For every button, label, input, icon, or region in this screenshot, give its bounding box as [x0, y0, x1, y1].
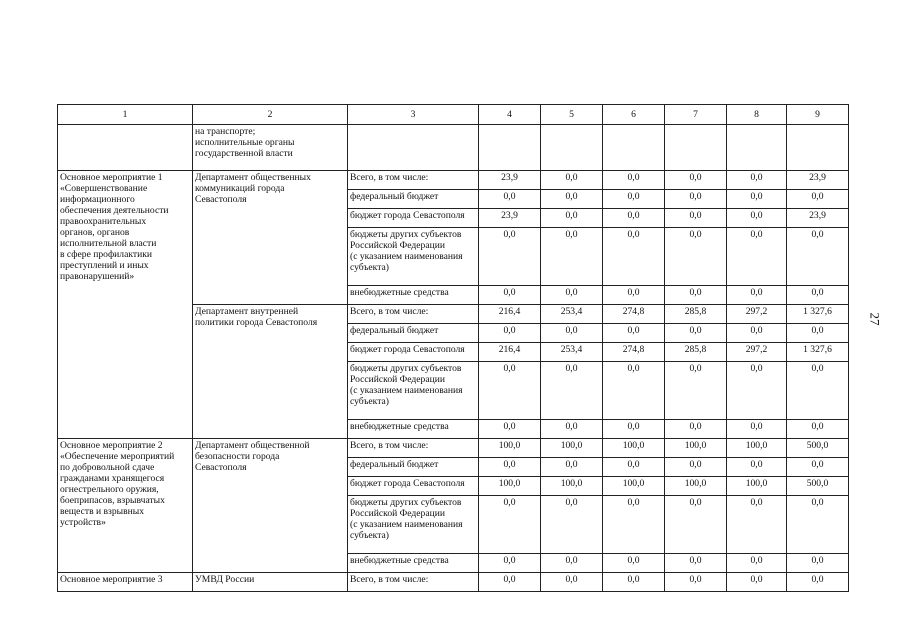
value-cell: 23,9: [479, 209, 541, 228]
value-cell: 0,0: [603, 573, 665, 592]
source-cell: федеральный бюджет: [348, 324, 479, 343]
executor-cell: на транспорте; исполнительные органы государственной власти: [193, 125, 348, 171]
value-cell: 0,0: [665, 190, 727, 209]
value-cell: 100,0: [479, 439, 541, 458]
event-cell: Основное мероприятие 2 «Обеспечение мероприятий по добровольной сдаче гражданами хранящегося огнестрельного оружия, боеприпасов, взрывчатых веществ и взрывных устройств»: [58, 439, 193, 573]
value-cell: 0,0: [541, 554, 603, 573]
value-cell: 0,0: [665, 209, 727, 228]
value-cell: 0,0: [541, 458, 603, 477]
value-cell: 274,8: [603, 343, 665, 362]
value-cell: 0,0: [727, 286, 787, 305]
value-cell: 0,0: [541, 496, 603, 554]
value-cell: 297,2: [727, 305, 787, 324]
value-cell: 0,0: [787, 573, 849, 592]
source-cell: внебюджетные средства: [348, 554, 479, 573]
source-cell: бюджеты других субъектов Российской Федерации (с указанием наименования субъекта): [348, 496, 479, 554]
value-cell: 100,0: [479, 477, 541, 496]
value-cell: 0,0: [665, 458, 727, 477]
header-cell: 1: [58, 105, 193, 125]
event-cell: Основное мероприятие 1 «Совершенствование информационного обеспечения деятельности правоохранительных органов, органов исполнительной власти в сфере профилактики преступлений и иных правонарушений»: [58, 171, 193, 439]
source-cell: бюджеты других субъектов Российской Федерации (с указанием наименования субъекта): [348, 362, 479, 420]
executor-cell: УМВД России: [193, 573, 348, 592]
event-cell: Основное мероприятие 3: [58, 573, 193, 592]
value-cell: 0,0: [603, 190, 665, 209]
value-cell: 1 327,6: [787, 343, 849, 362]
value-cell: 0,0: [603, 324, 665, 343]
value-cell: 0,0: [787, 420, 849, 439]
value-cell: 0,0: [603, 420, 665, 439]
value-cell: 0,0: [541, 286, 603, 305]
value-cell: 0,0: [787, 286, 849, 305]
value-cell: 1 327,6: [787, 305, 849, 324]
table-row: [58, 171, 849, 190]
value-cell: 0,0: [603, 496, 665, 554]
empty-cell: [58, 125, 193, 171]
value-cell: 0,0: [541, 228, 603, 286]
value-cell: 100,0: [665, 477, 727, 496]
value-cell: 100,0: [603, 439, 665, 458]
value-cell: 0,0: [603, 554, 665, 573]
value-cell: 0,0: [665, 324, 727, 343]
value-cell: 0,0: [787, 324, 849, 343]
source-cell: бюджеты других субъектов Российской Федерации (с указанием наименования субъекта): [348, 228, 479, 286]
value-cell: 0,0: [787, 496, 849, 554]
value-cell: 0,0: [479, 324, 541, 343]
value-cell: 0,0: [787, 554, 849, 573]
source-cell: Всего, в том числе:: [348, 171, 479, 190]
source-cell: бюджет города Севастополя: [348, 477, 479, 496]
value-cell: 500,0: [787, 439, 849, 458]
source-cell: Всего, в том числе:: [348, 305, 479, 324]
header-cell: 8: [727, 105, 787, 125]
value-cell: 0,0: [727, 228, 787, 286]
value-cell: 0,0: [727, 209, 787, 228]
empty-cell: [603, 125, 665, 171]
value-cell: 0,0: [787, 190, 849, 209]
value-cell: 0,0: [541, 324, 603, 343]
value-cell: 0,0: [665, 286, 727, 305]
source-cell: бюджет города Севастополя: [348, 343, 479, 362]
value-cell: 0,0: [479, 420, 541, 439]
value-cell: 0,0: [787, 458, 849, 477]
empty-cell: [479, 125, 541, 171]
header-cell: 6: [603, 105, 665, 125]
header-cell: 2: [193, 105, 348, 125]
header-cell: 9: [787, 105, 849, 125]
executor-cell: Департамент внутренней политики города Севастополя: [193, 305, 348, 439]
value-cell: 100,0: [541, 439, 603, 458]
value-cell: 0,0: [603, 286, 665, 305]
value-cell: 0,0: [603, 458, 665, 477]
value-cell: 100,0: [727, 439, 787, 458]
value-cell: 274,8: [603, 305, 665, 324]
value-cell: 0,0: [479, 458, 541, 477]
value-cell: 0,0: [479, 496, 541, 554]
source-cell: федеральный бюджет: [348, 458, 479, 477]
value-cell: 0,0: [727, 554, 787, 573]
value-cell: 297,2: [727, 343, 787, 362]
value-cell: 0,0: [479, 228, 541, 286]
value-cell: 253,4: [541, 343, 603, 362]
value-cell: 0,0: [479, 554, 541, 573]
value-cell: 100,0: [727, 477, 787, 496]
source-cell: внебюджетные средства: [348, 286, 479, 305]
value-cell: 0,0: [727, 324, 787, 343]
value-cell: 216,4: [479, 343, 541, 362]
value-cell: 0,0: [665, 496, 727, 554]
value-cell: 253,4: [541, 305, 603, 324]
value-cell: 0,0: [665, 420, 727, 439]
executor-cell: Департамент общественной безопасности города Севастополя: [193, 439, 348, 573]
continuation-row: [58, 125, 849, 171]
empty-cell: [727, 125, 787, 171]
value-cell: 0,0: [541, 171, 603, 190]
value-cell: 0,0: [603, 228, 665, 286]
value-cell: 285,8: [665, 305, 727, 324]
value-cell: 500,0: [787, 477, 849, 496]
header-cell: 5: [541, 105, 603, 125]
value-cell: 0,0: [665, 573, 727, 592]
value-cell: 0,0: [787, 228, 849, 286]
value-cell: 0,0: [665, 228, 727, 286]
header-cell: 3: [348, 105, 479, 125]
value-cell: 23,9: [787, 209, 849, 228]
value-cell: 0,0: [727, 420, 787, 439]
value-cell: 0,0: [479, 573, 541, 592]
value-cell: 0,0: [787, 362, 849, 420]
value-cell: 0,0: [727, 458, 787, 477]
value-cell: 23,9: [787, 171, 849, 190]
value-cell: 0,0: [727, 171, 787, 190]
value-cell: 0,0: [541, 190, 603, 209]
empty-cell: [348, 125, 479, 171]
table-row: [58, 573, 849, 592]
value-cell: 0,0: [727, 362, 787, 420]
value-cell: 0,0: [479, 286, 541, 305]
source-cell: внебюджетные средства: [348, 420, 479, 439]
value-cell: 285,8: [665, 343, 727, 362]
value-cell: 0,0: [479, 190, 541, 209]
value-cell: 0,0: [603, 171, 665, 190]
value-cell: 0,0: [603, 209, 665, 228]
source-cell: Всего, в том числе:: [348, 439, 479, 458]
value-cell: 0,0: [479, 362, 541, 420]
header-cell: 7: [665, 105, 727, 125]
executor-cell: Департамент общественных коммуникаций города Севастополя: [193, 171, 348, 305]
value-cell: 100,0: [665, 439, 727, 458]
value-cell: 0,0: [541, 209, 603, 228]
value-cell: 0,0: [541, 573, 603, 592]
value-cell: 0,0: [727, 573, 787, 592]
header-row: [58, 105, 849, 125]
value-cell: 100,0: [541, 477, 603, 496]
value-cell: 23,9: [479, 171, 541, 190]
value-cell: 0,0: [665, 362, 727, 420]
source-cell: бюджет города Севастополя: [348, 209, 479, 228]
value-cell: 0,0: [541, 362, 603, 420]
value-cell: 0,0: [541, 420, 603, 439]
budget-table: [57, 104, 849, 592]
empty-cell: [541, 125, 603, 171]
value-cell: 0,0: [665, 171, 727, 190]
source-cell: Всего, в том числе:: [348, 573, 479, 592]
value-cell: 0,0: [727, 496, 787, 554]
value-cell: 0,0: [665, 554, 727, 573]
table-row: [58, 439, 849, 458]
empty-cell: [787, 125, 849, 171]
value-cell: 100,0: [603, 477, 665, 496]
value-cell: 216,4: [479, 305, 541, 324]
value-cell: 0,0: [603, 362, 665, 420]
page-number: 27: [867, 312, 883, 326]
header-cell: 4: [479, 105, 541, 125]
value-cell: 0,0: [727, 190, 787, 209]
source-cell: федеральный бюджет: [348, 190, 479, 209]
empty-cell: [665, 125, 727, 171]
